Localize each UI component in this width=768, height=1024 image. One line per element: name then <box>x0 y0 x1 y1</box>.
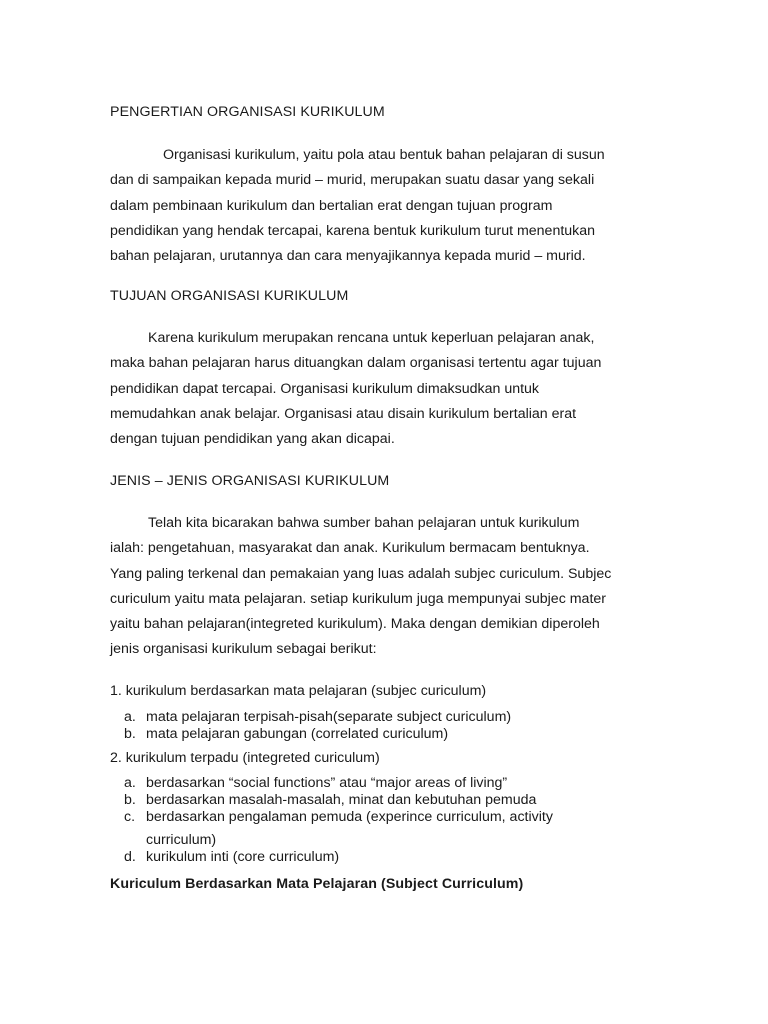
list-item <box>124 775 624 792</box>
paragraph-line: maka bahan pelajaran harus dituangkan dalam organisasi tertentu agar tujuan <box>110 355 602 372</box>
paragraph-line: dengan tujuan pendidikan yang akan dicapai. <box>110 431 395 448</box>
list-item-text-continuation: curriculum) <box>146 832 217 848</box>
paragraph-line: bahan pelajaran, urutannya dan cara menyajikannya kepada murid – murid. <box>110 248 586 265</box>
list-item-text: berdasarkan masalah-masalah, minat dan kebutuhan pemuda <box>146 792 537 808</box>
list-item <box>124 809 624 849</box>
list-item-text: mata pelajaran terpisah-pisah(separate subject curiculum) <box>146 709 512 725</box>
list-marker: b. <box>124 792 136 808</box>
paragraph-line: Organisasi kurikulum, yaitu pola atau bentuk bahan pelajaran di susun <box>163 147 605 163</box>
paragraph-line: dalam pembinaan kurikulum dan bertalian erat dengan tujuan program <box>110 197 553 214</box>
paragraph-pengertian <box>110 143 650 269</box>
paragraph-line: Yang paling terkenal dan pemakaian yang luas adalah subjec curiculum. Subjec <box>110 565 612 582</box>
heading-subject-curriculum: Kuriculum Berdasarkan Mata Pelajaran (Subject Curriculum) <box>110 876 524 892</box>
list-item-text: berdasarkan “social functions” atau “major areas of living” <box>146 775 508 791</box>
list-marker: d. <box>124 849 136 865</box>
list-item <box>124 726 624 743</box>
paragraph-line: jenis organisasi kurikulum sebagai berikut: <box>110 641 377 658</box>
paragraph-line: pendidikan yang hendak tercapai, karena bentuk kurikulum turut menentukan <box>110 222 596 239</box>
heading-jenis: JENIS – JENIS ORGANISASI KURIKULUM <box>110 473 390 489</box>
paragraph-line: curiculum yaitu mata pelajaran. setiap kurikulum juga mempunyai subjec mater <box>110 590 607 607</box>
paragraph-line: ialah: pengetahuan, masyarakat dan anak. Kurikulum bermacam bentuknya. <box>110 540 590 557</box>
list-item-text: kurikulum inti (core curriculum) <box>146 849 340 865</box>
list-item-text: berdasarkan pengalaman pemuda (experince curriculum, activity <box>146 809 553 825</box>
paragraph-line: yaitu bahan pelajaran(integreted kurikulum). Maka dengan demikian diperoleh <box>110 616 600 633</box>
paragraph-jenis <box>110 511 650 663</box>
list-marker: b. <box>124 726 136 742</box>
heading-pengertian: PENGERTIAN ORGANISASI KURIKULUM <box>110 104 385 120</box>
list-item-text: mata pelajaran gabungan (correlated curiculum) <box>146 726 449 742</box>
list-title-2: 2. kurikulum terpadu (integreted curiculum) <box>110 750 380 766</box>
paragraph-line: memudahkan anak belajar. Organisasi atau disain kurikulum bertalian erat <box>110 405 577 422</box>
sub-list-1 <box>124 709 624 743</box>
list-marker: c. <box>124 809 136 825</box>
list-item <box>124 709 624 726</box>
sub-list-2 <box>124 775 624 866</box>
paragraph-line: Telah kita bicarakan bahwa sumber bahan pelajaran untuk kurikulum <box>148 515 580 531</box>
list-item-text-wrap <box>146 809 553 849</box>
list-title-1: 1. kurikulum berdasarkan mata pelajaran (subjec curiculum) <box>110 683 487 699</box>
paragraph-line: dan di sampaikan kepada murid – murid, merupakan suatu dasar yang sekali <box>110 172 595 189</box>
paragraph-line: Karena kurikulum merupakan rencana untuk keperluan pelajaran anak, <box>148 330 595 346</box>
list-marker: a. <box>124 709 136 725</box>
list-marker: a. <box>124 775 136 791</box>
paragraph-line: pendidikan dapat tercapai. Organisasi kurikulum dimaksudkan untuk <box>110 380 540 397</box>
heading-tujuan: TUJUAN ORGANISASI KURIKULUM <box>110 288 349 304</box>
paragraph-tujuan <box>110 326 650 452</box>
list-item <box>124 792 624 809</box>
list-item <box>124 849 624 866</box>
